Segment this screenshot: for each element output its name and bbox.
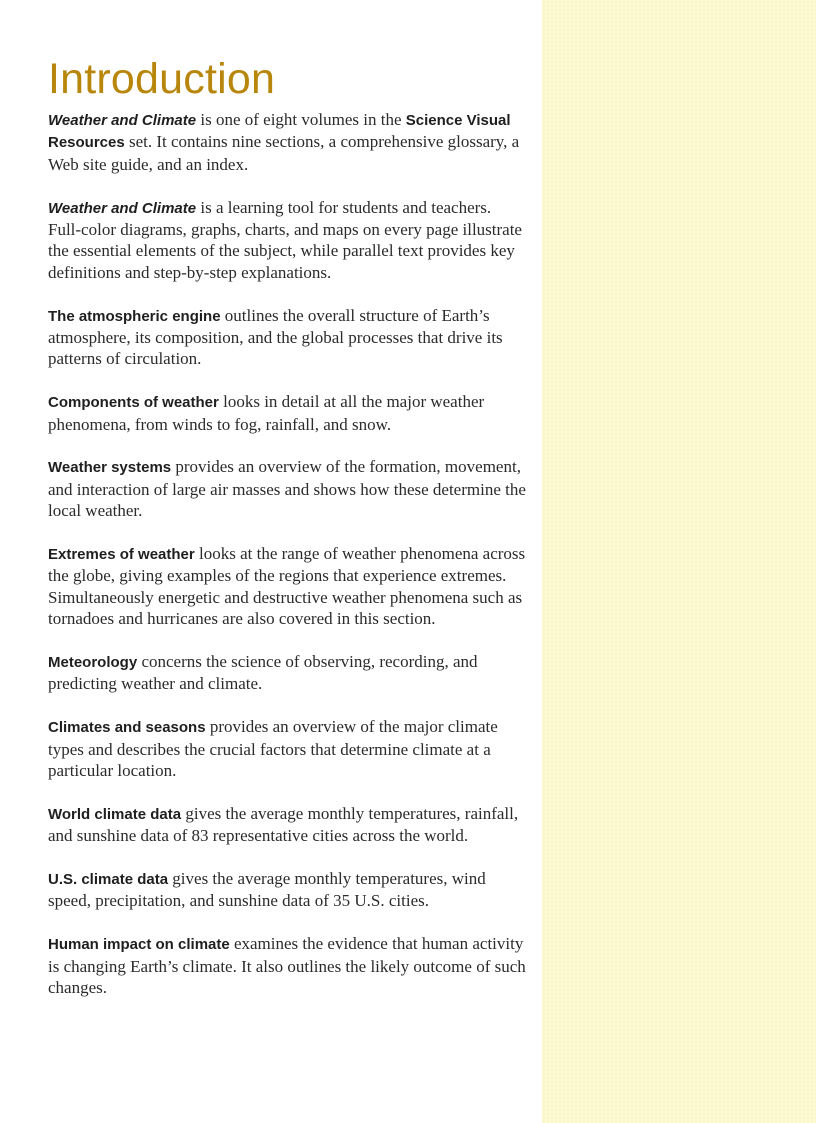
paragraph-weather-systems	[48, 456, 526, 521]
paragraph-world-climate-data	[48, 803, 526, 847]
lead-text: Weather and Climate	[48, 199, 197, 217]
paragraph-intro	[48, 109, 526, 175]
main-column	[48, 52, 526, 1020]
body-text: is a learning tool for students and teachers. Full-color diagrams, graphs, charts, and maps on every page illustrate the essential elements of the subject, while parallel text provides key definitions and step-by-step explanations.	[48, 197, 522, 282]
paragraph-atmospheric-engine	[48, 305, 526, 370]
lead-text: Weather and Climate	[48, 112, 197, 129]
body-text: provides an overview of the major climate types and describes the crucial factors that determine climate at a particular location.	[48, 717, 498, 781]
section-name: World climate data	[48, 805, 182, 823]
section-name: Weather systems	[48, 459, 172, 477]
section-name: Meteorology	[48, 654, 138, 672]
paragraph-human-impact	[48, 933, 526, 998]
body-text: looks in detail at all the major weather phenomena, from winds to fog, rainfall, and snow.	[48, 392, 485, 434]
section-name: Climates and seasons	[48, 719, 206, 737]
paragraph-components-of-weather	[48, 391, 526, 435]
section-name: U.S. climate data	[48, 871, 169, 889]
lead-text: Science Visual Resources	[48, 112, 511, 152]
body-text: provides an overview of the formation, movement, and interaction of large air masses and shows how these determine the local weather.	[48, 457, 526, 521]
paragraph-meteorology	[48, 651, 526, 695]
paragraph-climates-and-seasons	[48, 716, 526, 781]
body-text: gives the average monthly temperatures, rainfall, and sunshine data of 83 representative cities across the world.	[48, 803, 519, 846]
section-name: Components of weather	[48, 394, 219, 412]
body-text: is one of eight volumes in the	[196, 110, 406, 129]
body-text: concerns the science of observing, recording, and predicting weather and climate.	[48, 652, 478, 694]
body-text: gives the average monthly temperatures, wind speed, precipitation, and sunshine data of 35 U.S. cities.	[48, 869, 486, 911]
section-name: The atmospheric engine	[48, 307, 221, 325]
paragraph-learning-tool	[48, 197, 526, 284]
body-text: looks at the range of weather phenomena across the globe, giving examples of the regions that experience extremes. Simultaneously energetic and destructive weather phenomena such as tornadoes and hurricanes are also covered in this section.	[48, 544, 526, 629]
body-text: outlines the overall structure of Earth’s atmosphere, its composition, and the global processes that drive its patterns of circulation.	[48, 305, 503, 369]
section-name: Human impact on climate	[48, 936, 230, 954]
page-title: Introduction	[48, 55, 276, 103]
paragraph-us-climate-data	[48, 868, 526, 912]
paragraph-extremes-of-weather	[48, 543, 526, 630]
section-name: Extremes of weather	[48, 546, 195, 564]
body-text: set. It contains nine sections, a comprehensive glossary, a Web site guide, and an index.	[48, 132, 520, 174]
yellow-sidebar-panel	[542, 0, 816, 1123]
body-text: examines the evidence that human activity is changing Earth’s climate. It also outlines the likely outcome of such changes.	[48, 934, 526, 998]
